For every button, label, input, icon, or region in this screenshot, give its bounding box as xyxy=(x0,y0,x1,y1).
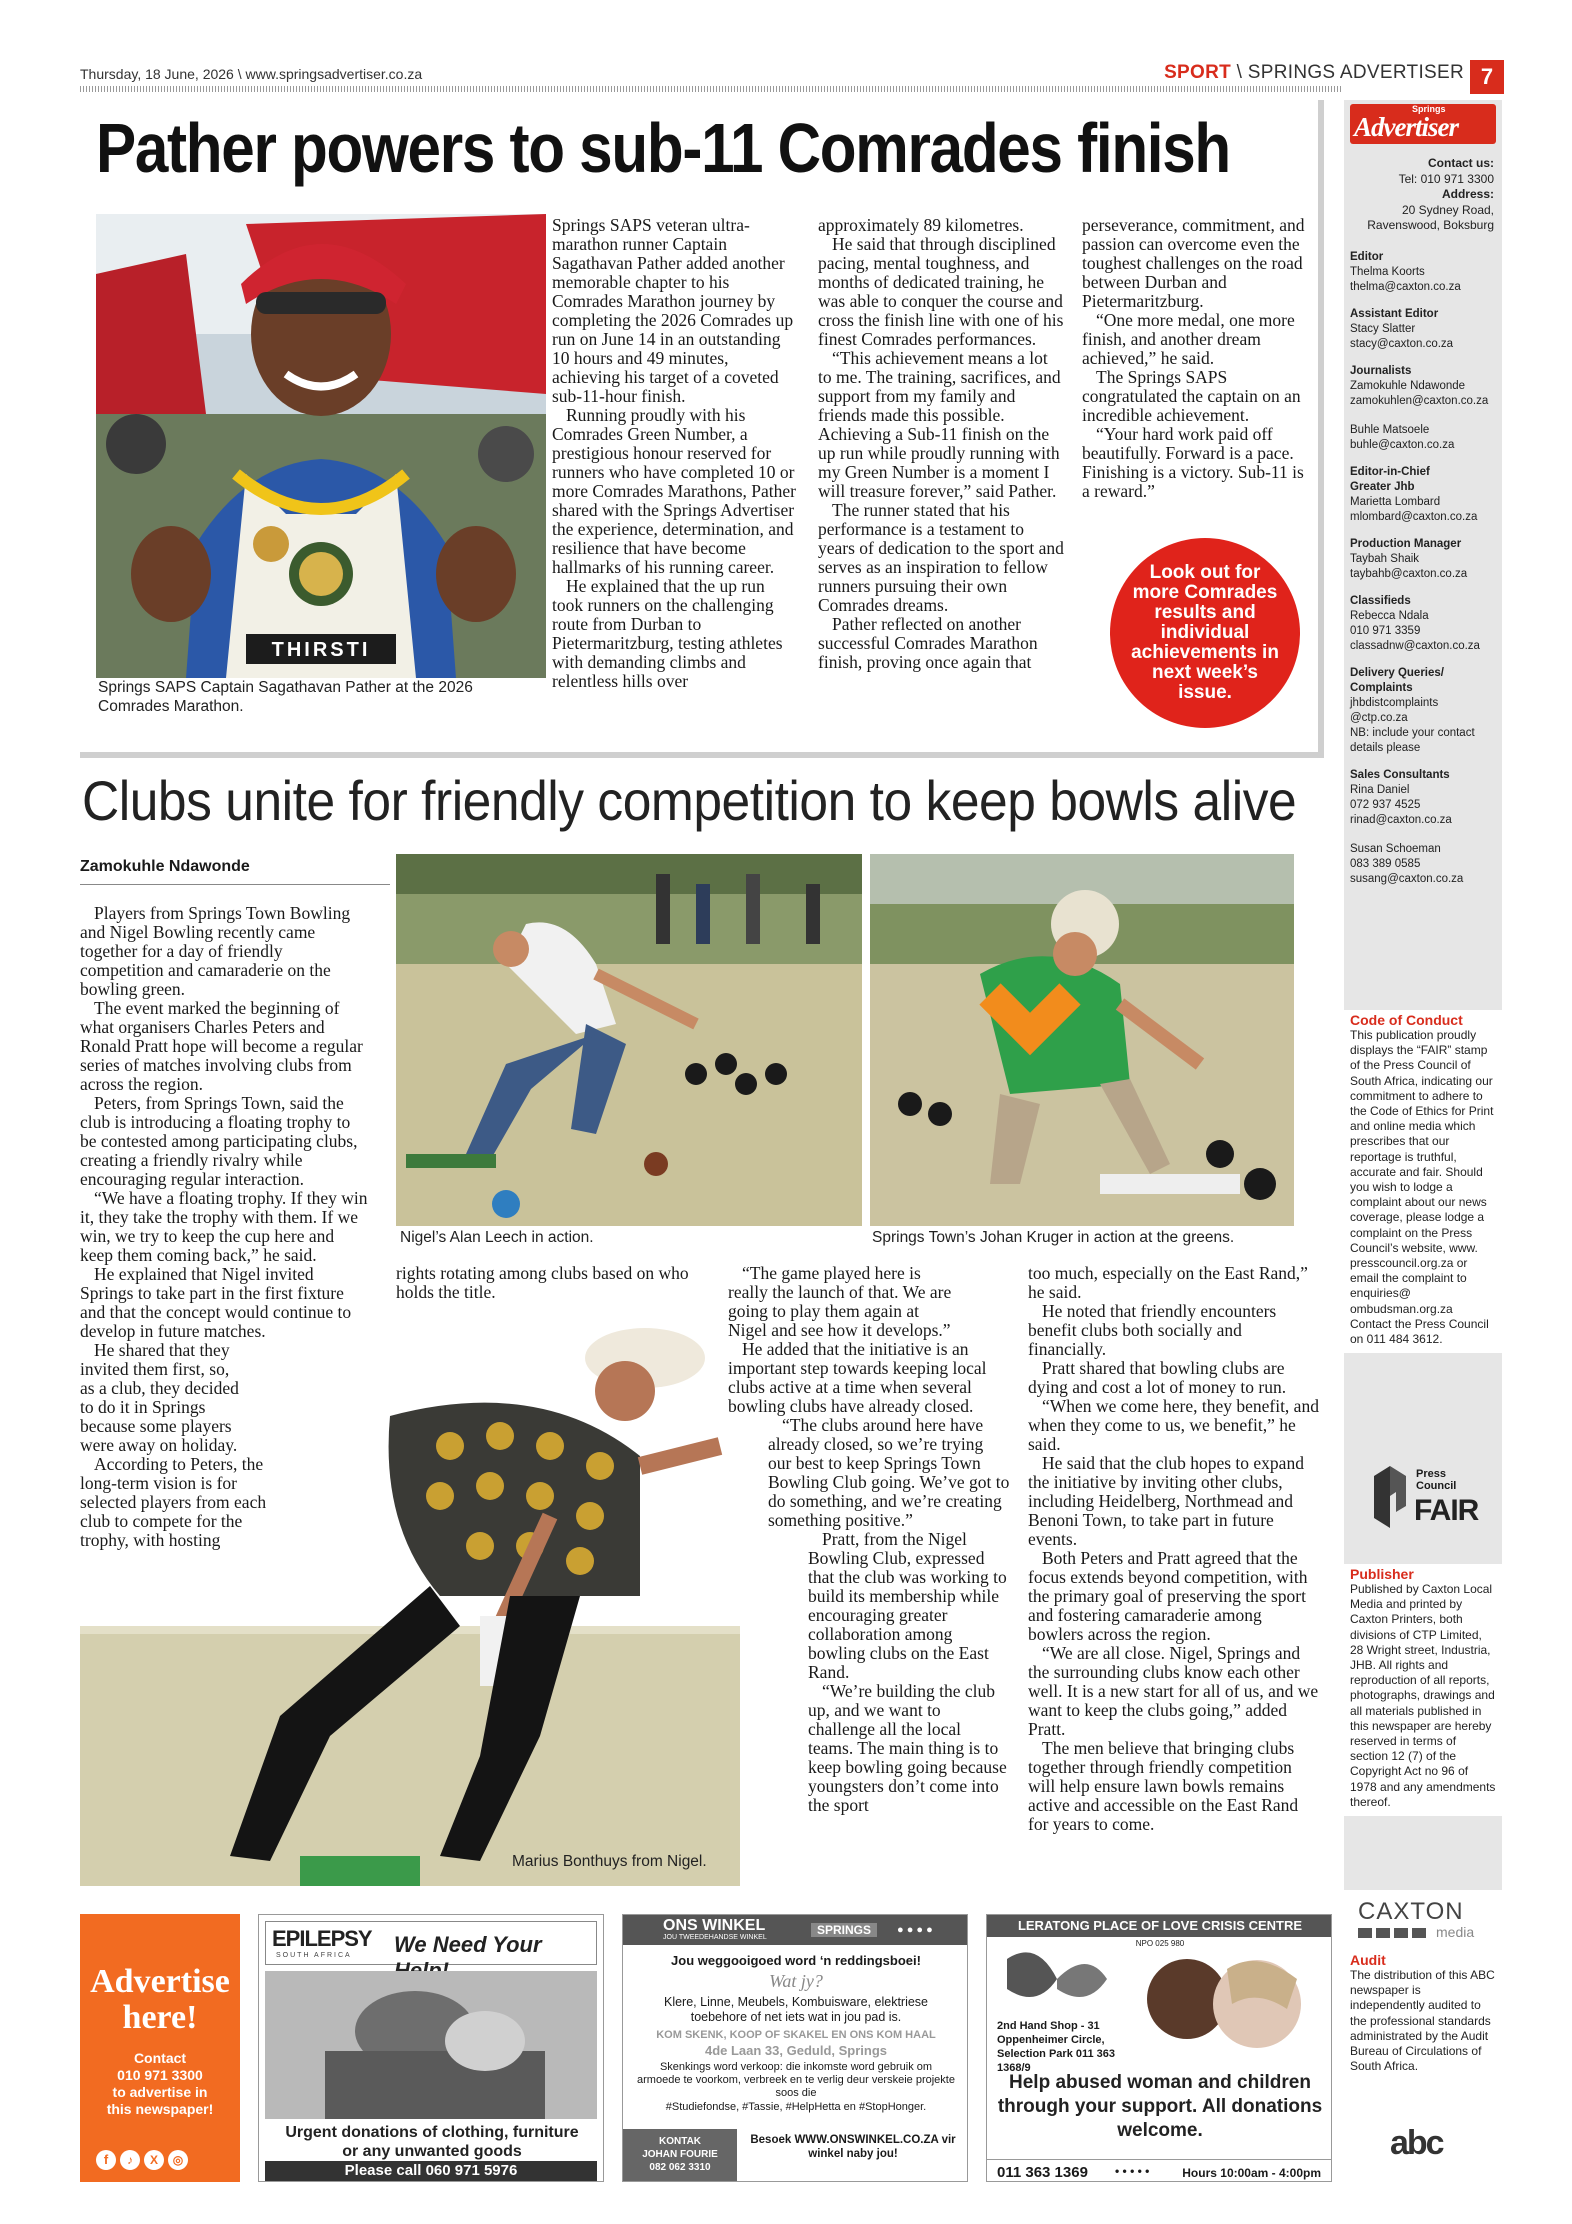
epilepsy-ad xyxy=(258,1914,604,2182)
leratong-ad xyxy=(986,1914,1332,2182)
staff-line: Marietta Lombard xyxy=(1350,496,1441,508)
staff-line: 010 971 3359 xyxy=(1350,625,1421,637)
advertise-phone: 010 971 3300 xyxy=(117,2067,203,2083)
advertise-contact xyxy=(86,2050,234,2118)
comrades-promo-circle: Look out for more Comrades results and individual achievements in next week’s issue. xyxy=(1110,538,1300,728)
onswinkel-address: 4de Laan 33, Geduld, Springs xyxy=(704,2043,888,2058)
onswinkel-phone: 082 062 3310 xyxy=(649,2162,711,2173)
runner-photo xyxy=(96,214,546,678)
story2-column-4 xyxy=(1028,1264,1320,1834)
staff-role: Editor-in-Chief Greater Jhb xyxy=(1350,466,1430,493)
advertise-line2: this newspaper! xyxy=(106,2101,214,2117)
leratong-footer xyxy=(987,2159,1332,2182)
onswinkel-items: Klere, Linne, Meubels, Kombuisware, elektriese toebehore of net iets wat in jou pad is. xyxy=(663,1995,929,2024)
paragraph: According to Peters, the long-term vision is for selected players from each club to compete for the trophy, with hosting xyxy=(80,1454,267,1550)
logo-name: Advertiser xyxy=(1354,112,1458,142)
paragraph: perseverance, commitment, and passion can overcome even the toughest challenges on the road between Durban and Pietermaritzburg. xyxy=(1082,215,1305,311)
paragraph: He shared that they invited them first, so, as a club, they decided to do it in Springs because some players were away on holiday. xyxy=(80,1340,239,1455)
staff-role: Classifieds xyxy=(1350,595,1411,607)
onswinkel-visit: Besoek WWW.ONSWINKEL.CO.ZA vir winkel naby jou! xyxy=(750,2134,956,2160)
onswinkel-name: ONS WINKEL xyxy=(663,1917,766,1934)
staff-line: Stacy Slatter xyxy=(1350,323,1416,335)
caxton-sub: media xyxy=(1436,1924,1475,1940)
paragraph: “The game played here is really the launch of that. We are going to play them again at Nigel and see how it develops.” xyxy=(728,1263,952,1340)
paragraph: “We have a floating trophy. If they win it, they take the trophy with them. If we win, we try to keep the cup here and keep them coming back,” he said. xyxy=(80,1188,368,1265)
runner-photo-graphic xyxy=(96,214,546,678)
onswinkel-script: Wat jy? xyxy=(769,1971,823,1991)
staff-line: classadnw@caxton.co.za xyxy=(1350,640,1480,652)
caxton-name: CAXTON xyxy=(1358,1898,1464,1925)
header-rule xyxy=(80,86,1342,92)
story2-column-2 xyxy=(396,1264,696,1302)
paragraph: “When we come here, they benefit, and when they come to us, we benefit,” he said. xyxy=(1028,1396,1319,1454)
paragraph: He added that the initiative is an important step towards keeping local clubs active at a time when several bowling clubs have already closed. xyxy=(728,1339,987,1416)
story2-byline: Zamokuhle Ndawonde xyxy=(80,858,390,885)
paragraph: “One more medal, one more finish, and another dream achieved,” he said. xyxy=(1082,310,1295,368)
svg-text:THIRSTI: THIRSTI xyxy=(271,639,371,661)
fair-stamp xyxy=(1370,1458,1480,1534)
onswinkel-social-icons: ● ● ● ● xyxy=(897,1924,933,1936)
paragraph: “We’re building the club up, and we want to challenge all the local teams. The main thing is to keep bowling going because youngsters don’t come into the sport xyxy=(808,1681,1007,1815)
publisher-text: Published by Caxton Local Media and printed by Caxton Printers, both divisions of CTP Limited, 28 Wright street, Industria, JHB. All rights and reproduction of all reports, photographs, drawings and all materials published in this newspaper are hereby reserved in terms of section 12 (7) of the Copyright Act no 96 of 1978 and any amendments thereof. xyxy=(1350,1582,1496,1809)
paragraph: Pather reflected on another successful Comrades Marathon finish, proving once again that xyxy=(818,614,1038,672)
onswinkel-sales: Skenkings word verkoop: die inkomste word gebruik om armoede te voorkom, verbreek en te verlig deur verskeie projekte soos die xyxy=(637,2061,955,2099)
staff-classifieds xyxy=(1350,594,1500,654)
publisher-section xyxy=(1344,1564,1502,1816)
audit-section xyxy=(1344,1950,1502,2186)
staff-role: Sales Consultants xyxy=(1350,769,1450,781)
staff-line: 083 389 0585 xyxy=(1350,858,1421,870)
staff-line: Rina Daniel xyxy=(1350,784,1410,796)
staff-sales xyxy=(1350,768,1500,887)
staff-editor-in-chief xyxy=(1350,465,1500,525)
publisher-title: Publisher xyxy=(1350,1566,1414,1582)
runner-caption: Springs SAPS Captain Sagathavan Pather at the 2026 Comrades Marathon. xyxy=(98,679,473,715)
social-icons xyxy=(96,2150,188,2170)
staff-editor xyxy=(1350,250,1500,295)
staff-list xyxy=(1350,250,1500,887)
story2-column-1 xyxy=(80,904,370,1550)
onswinkel-sub: JOU TWEEDEHANDSE WINKEL xyxy=(663,1934,767,1941)
staff-line: Susan Schoeman xyxy=(1350,843,1441,855)
paragraph: Both Peters and Pratt agreed that the focus extends beyond competition, with the primary goal of preserving the sport and fostering camaraderie among bowlers across the region. xyxy=(1028,1548,1308,1644)
audit-title: Audit xyxy=(1350,1952,1386,1968)
audit-text: The distribution of this ABC newspaper is independently audited to the professional standards administrated by the Audit Bureau of Circulations of South Africa. xyxy=(1350,1968,1495,2074)
epilepsy-logo: EPILEPSY xyxy=(272,1926,372,1951)
staff-line: jhbdistcomplaints xyxy=(1350,697,1439,709)
epilepsy-photo-graphic xyxy=(265,1971,597,2119)
staff-line: zamokuhlen@caxton.co.za xyxy=(1350,395,1489,407)
staff-role: Delivery Queries/ Complaints xyxy=(1350,667,1444,694)
paragraph: Pratt shared that bowling clubs are dying and cost a lot of money to run. xyxy=(1028,1358,1287,1397)
staff-role: Production Manager xyxy=(1350,538,1462,550)
bowls-photo-2-graphic xyxy=(870,854,1294,1226)
staff-line: thelma@caxton.co.za xyxy=(1350,281,1461,293)
epilepsy-tagline: We Need Your xyxy=(394,1932,542,1957)
conduct-section xyxy=(1344,1010,1502,1353)
instagram-icon: ◎ xyxy=(168,2150,188,2170)
paragraph: too much, especially on the East Rand,” he said. xyxy=(1028,1263,1308,1302)
epilepsy-header xyxy=(265,1921,597,1965)
story1-headline: Pather powers to sub-11 Comrades finish xyxy=(96,109,1230,187)
leratong-help: Help abused woman and children through your support. All donations welcome. xyxy=(997,2072,1323,2141)
conduct-text: This publication proudly displays the “FAIR” stamp of the Press Council of South Africa, indicating our commitment to adhere to the Code of Ethics for Print and online media which prescribes that our reportage is truthful, accurate and fair. Should you wish to lodge a complaint about our news coverage, please lodge a complaint on the Press Council’s website, www. presscouncil.org.za or email the complaint to enquiries@ ombudsman.org.za Contact the Press Council on 011 484 3612. xyxy=(1350,1028,1494,1347)
staff-role: Editor xyxy=(1350,251,1384,263)
staff-line: Buhle Matsoele xyxy=(1350,424,1430,436)
advertise-here-ad xyxy=(80,1914,240,2182)
bowls-caption-2: Springs Town’s Johan Kruger in action at the greens. xyxy=(872,1229,1235,1246)
facebook-icon: f xyxy=(96,2150,116,2170)
paragraph: He said that through disciplined pacing, mental toughness, and months of dedicated training, he was able to conquer the course and cross the finish line with one of his finest Comrades performances. xyxy=(818,234,1064,349)
staff-line: mlombard@caxton.co.za xyxy=(1350,511,1478,523)
caxton-bars xyxy=(1358,1928,1428,1938)
page-number: 7 xyxy=(1470,60,1504,94)
bowls-photo-1 xyxy=(396,854,862,1226)
paragraph: The event marked the beginning of what organisers Charles Peters and Ronald Pratt hope will become a regular series of matches involving clubs from across the region. xyxy=(80,998,363,1094)
staff-line: rinad@caxton.co.za xyxy=(1350,814,1452,826)
paragraph: The Springs SAPS congratulated the captain on an incredible achievement. xyxy=(1082,367,1301,425)
bowls-caption-3: Marius Bonthuys from Nigel. xyxy=(512,1853,707,1870)
onswinkel-town: SPRINGS xyxy=(811,1923,877,1937)
paragraph: He noted that friendly encounters benefit clubs both socially and financially. xyxy=(1028,1301,1277,1359)
staff-line: Zamokuhle Ndawonde xyxy=(1350,380,1466,392)
tiktok-icon: ♪ xyxy=(120,2150,140,2170)
story2-column-3 xyxy=(728,1264,1010,1815)
section-name: SPORT xyxy=(1164,62,1232,83)
contact-block xyxy=(1354,156,1494,234)
advertise-contact-label: Contact xyxy=(133,2050,187,2066)
staff-line: Taybah Shaik xyxy=(1350,553,1420,565)
paper-name: \ SPRINGS ADVERTISER xyxy=(1236,62,1464,83)
section-label xyxy=(1164,62,1464,84)
paragraph: He explained that Nigel invited Springs to take part in the first fixture and that the concept would continue to develop in future matches. xyxy=(80,1264,352,1341)
staff-line: Thelma Koorts xyxy=(1350,266,1425,278)
leratong-dots: • • • • • xyxy=(1115,2164,1150,2178)
leratong-npo: NPO 025 980 xyxy=(1135,1939,1185,1948)
dateline: Thursday, 18 June, 2026 \ www.springsadvertiser.co.za xyxy=(80,66,423,82)
caxton-logo xyxy=(1344,1890,1502,1950)
story1-column-2 xyxy=(818,216,1064,672)
onswinkel-lifebuoy: Jou weggooigoed word ‘n reddingsboei! xyxy=(671,1953,921,1968)
address-label: Address: xyxy=(1441,187,1494,201)
paragraph: Running proudly with his Comrades Green Number, a prestigious honour reserved for runners who have completed 10 or more Comrades Marathons, Pather shared with the Springs Advertiser the experience, determination, and resilience that have become hallmarks of his running career. xyxy=(552,405,796,577)
staff-role: Journalists xyxy=(1350,365,1412,377)
press-council-label: Press Council xyxy=(1416,1468,1457,1492)
onswinkel-tags: #Studiefondse, #Tassie, #HelpHetta en #StopHonger. xyxy=(665,2101,927,2113)
staff-line: buhle@caxton.co.za xyxy=(1350,439,1455,451)
staff-delivery xyxy=(1350,666,1500,756)
contact-label: Contact us: xyxy=(1428,156,1494,170)
story1-column-1 xyxy=(552,216,798,691)
x-icon: X xyxy=(144,2150,164,2170)
abc-logo-icon: abc xyxy=(1390,2124,1443,2162)
paragraph: Springs SAPS veteran ultra-marathon runner Captain Sagathavan Pather added another memorable chapter to his Comrades Marathon journey by completing the 2026 Comrades up run on June 14 in an outstanding 10 hours and 49 minutes, achieving his target of a coveted sub-11-hour finish. xyxy=(552,215,794,406)
paragraph: Players from Springs Town Bowling and Nigel Bowling recently came together for a day of friendly competition and camaraderie on the bowling green. xyxy=(80,903,351,999)
leratong-hours: Hours 10:00am - 4:00pm xyxy=(1182,2166,1321,2180)
leratong-title: LERATONG PLACE OF LOVE CRISIS CENTRE xyxy=(987,1915,1332,1937)
paragraph: rights rotating among clubs based on who holds the title. xyxy=(396,1263,689,1302)
paragraph: The runner stated that his performance is a testament to years of dedication to the sport and serves as an inspiration to fellow runners pursuing their own Comrades dreams. xyxy=(818,500,1064,615)
onswinkel-person: JOHAN FOURIE xyxy=(642,2149,718,2160)
bowls-caption-1: Nigel’s Alan Leech in action. xyxy=(400,1229,594,1246)
staff-line: Rebecca Ndala xyxy=(1350,610,1429,622)
staff-role: Assistant Editor xyxy=(1350,308,1439,320)
staff-line: NB: include your contact details please xyxy=(1350,727,1475,754)
advertiser-logo xyxy=(1350,104,1496,144)
masthead-sidebar xyxy=(1344,100,1502,2186)
contact-tel: Tel: 010 971 3300 xyxy=(1398,171,1494,186)
staff-line: stacy@caxton.co.za xyxy=(1350,338,1454,350)
paragraph: Peters, from Springs Town, said the club is introducing a floating trophy to be contested among participating clubs, creating a friendly rivalry while encouraging regular interaction. xyxy=(80,1093,358,1189)
staff-line: 072 937 4525 xyxy=(1350,799,1421,811)
leratong-phone: 011 363 1369 xyxy=(997,2164,1088,2181)
paragraph: The men believe that bringing clubs together through friendly competition will help ensure lawn bowls remains active and accessible on the East Rand for years to come. xyxy=(1028,1738,1299,1834)
paragraph: He said that the club hopes to expand the initiative by inviting other clubs, including Heidelberg, Northmead and Benoni Town, to take part in future events. xyxy=(1028,1453,1304,1549)
bowls-photo-1-graphic xyxy=(396,854,862,1226)
staff-production xyxy=(1350,537,1500,582)
bowls-photo-2 xyxy=(870,854,1294,1226)
leratong-shop: 2nd Hand Shop - 31 Oppenheimer Circle, Selection Park 011 363 1368/9 xyxy=(997,2020,1116,2074)
story1-column-3 xyxy=(1082,216,1312,501)
address: 20 Sydney Road, Ravenswood, Boksburg xyxy=(1367,202,1494,232)
advertise-line1: to advertise in xyxy=(112,2084,208,2100)
onswinkel-drop: KOM SKENK, KOOP OF SKAKEL EN ONS KOM HAAL xyxy=(656,2029,936,2041)
onswinkel-kontak: KONTAK xyxy=(658,2136,702,2147)
logo-town: Springs xyxy=(1412,104,1446,114)
epilepsy-photo xyxy=(265,1971,597,2119)
paragraph: “This achievement means a lot to me. The training, sacrifices, and support from my family and friends made this possible. Achieving a Sub-11 finish on the up run while proudly running with my Green Number is a moment I will treasure forever,” said Pather. xyxy=(818,348,1061,501)
staff-line: taybahb@caxton.co.za xyxy=(1350,568,1468,580)
staff-line: susang@caxton.co.za xyxy=(1350,873,1464,885)
onswinkel-kontak-box xyxy=(623,2129,737,2182)
paragraph: He explained that the up run took runners on the challenging route from Durban to Pietermaritzburg, testing athletes with demanding climbs and relentless hills over xyxy=(552,576,783,691)
paragraph: “Your hard work paid off beautifully. Forward is a pace. Finishing is a victory. Sub-11 is a reward.” xyxy=(1082,424,1304,501)
advertise-title: Advertise here! xyxy=(90,1963,230,2036)
paragraph: Pratt, from the Nigel Bowling Club, expressed that the club was working to build its membership while encouraging greater collaboration among bowling clubs on the East Rand. xyxy=(808,1529,1007,1682)
paragraph: “The clubs around here have already closed, so we’re trying our best to keep Springs Town Bowling Club going. We’ve got to do something, and we’re creating something positive.” xyxy=(768,1415,1010,1530)
onswinkel-header xyxy=(623,1915,968,1945)
epilepsy-logo-sub: SOUTH AFRICA xyxy=(276,1952,352,1959)
onswinkel-ad xyxy=(622,1914,968,2182)
epilepsy-call: Please call 060 971 5976 xyxy=(265,2161,597,2181)
epilepsy-urgent: Urgent donations of clothing, furniture or any unwanted goods xyxy=(285,2124,579,2160)
staff-assistant-editor xyxy=(1350,307,1500,352)
paragraph: “We are all close. Nigel, Springs and the surrounding clubs know each other well. It is a new start for all of us, and we want to keep the clubs going,” added Pratt. xyxy=(1028,1643,1319,1739)
conduct-title: Code of Conduct xyxy=(1350,1012,1463,1028)
story2-headline: Clubs unite for friendly competition to keep bowls alive xyxy=(82,769,1297,832)
staff-line: @ctp.co.za xyxy=(1350,712,1408,724)
fair-label: FAIR xyxy=(1414,1494,1479,1527)
staff-journalists xyxy=(1350,364,1500,453)
paragraph: approximately 89 kilometres. xyxy=(818,215,1024,235)
fair-logo-icon xyxy=(1370,1462,1410,1532)
